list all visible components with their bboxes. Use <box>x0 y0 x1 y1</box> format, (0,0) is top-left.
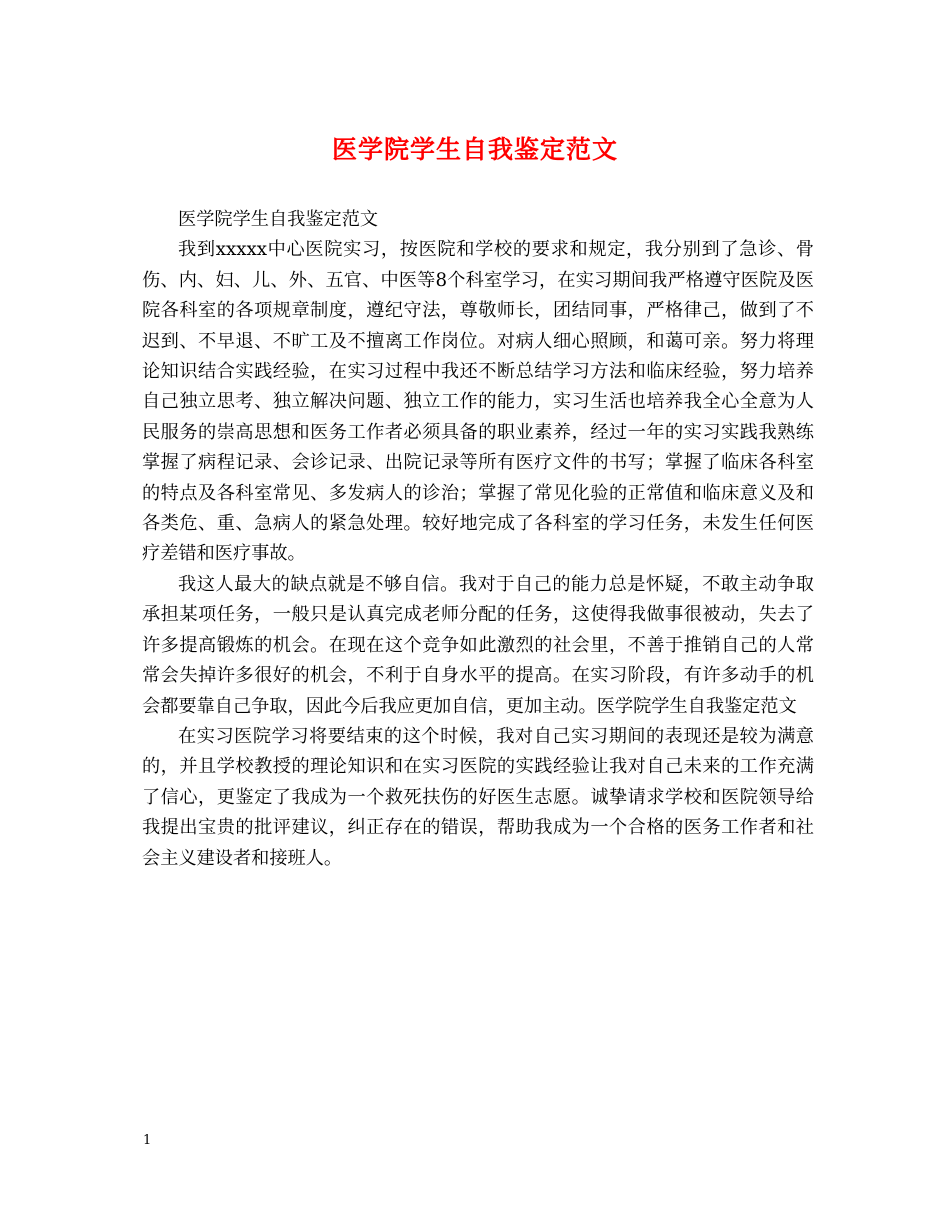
page-number: 1 <box>143 1133 152 1148</box>
paragraph-shortcomings: 我这人最大的缺点就是不够自信。我对于自己的能力总是怀疑，不敢主动争取承担某项任务，一般只是认真完成老师分配的任务，这使得我做事很被动，失去了许多提高锻炼的机会。在现在这个竞争如此激烈的社会里，不善于推销自己的人常常会失掉许多很好的机会，不利于自身水平的提高。在实习阶段，有许多动手的机会都要靠自己争取，因此今后我应更加自信，更加主动。医学院学生自我鉴定范文 <box>142 573 814 717</box>
paragraph-conclusion: 在实习医院学习将要结束的这个时候，我对自己实习期间的表现还是较为满意的，并且学校教授的理论知识和在实习医院的实践经验让我对自己未来的工作充满了信心，更鉴定了我成为一个救死扶伤的好医生志愿。诚挚请求学校和医院领导给我提出宝贵的批评建议，纠正存在的错误，帮助我成为一个合格的医务工作者和社会主义建设者和接班人。 <box>142 725 814 869</box>
paragraph-internship: 我到xxxxx中心医院实习，按医院和学校的要求和规定，我分别到了急诊、骨伤、内、妇、儿、外、五官、中医等8个科室学习，在实习期间我严格遵守医院及医院各科室的各项规章制度，遵纪守法，尊敬师长，团结同事，严格律己，做到了不迟到、不早退、不旷工及不擅离工作岗位。对病人细心照顾，和蔼可亲。努力将理论知识结合实践经验，在实习过程中我还不断总结学习方法和临床经验，努力培养自己独立思考、独立解决问题、独立工作的能力，实习生活也培养我全心全意为人民服务的崇高思想和医务工作者必须具备的职业素养，经过一年的实习实践我熟练掌握了病程记录、会诊记录、出院记录等所有医疗文件的书写；掌握了临床各科室的特点及各科室常见、多发病人的诊治；掌握了常见化验的正常值和临床意义及和各类危、重、急病人的紧急处理。较好地完成了各科室的学习任务，未发生任何医疗差错和医疗事故。 <box>142 239 814 565</box>
document-body <box>142 205 814 874</box>
paragraph-heading: 医学院学生自我鉴定范文 <box>178 209 379 230</box>
document-title: 医学院学生自我鉴定范文 <box>331 135 618 164</box>
